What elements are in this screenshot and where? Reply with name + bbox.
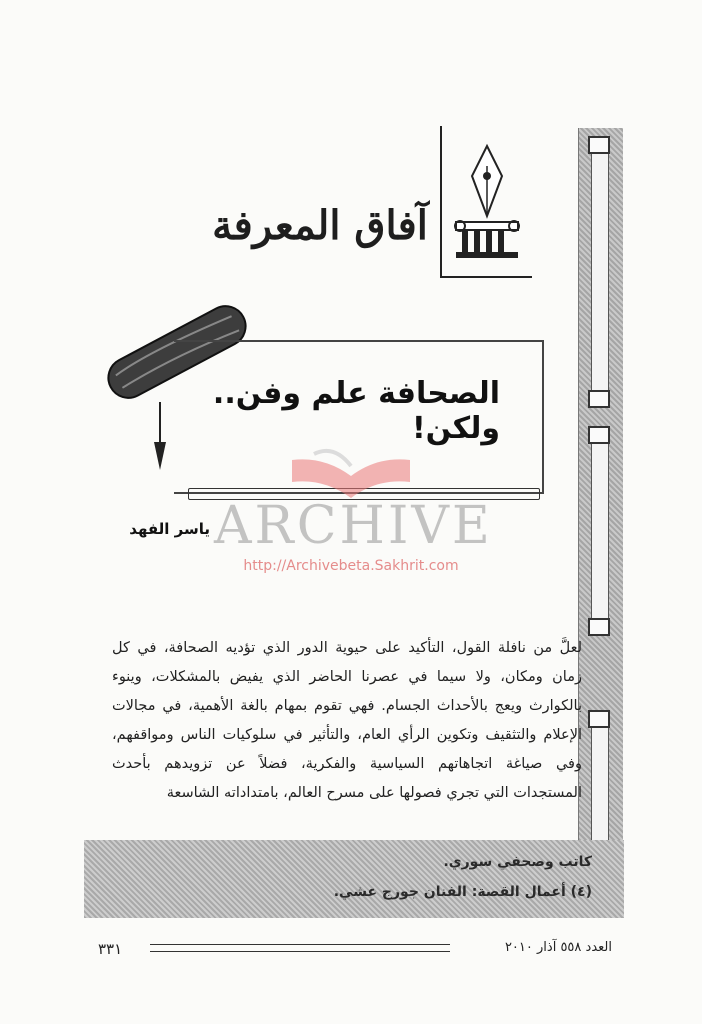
- page-number: ٣٣١: [98, 940, 123, 958]
- watermark-url: http://Archivebeta.Sakhrit.com: [243, 558, 459, 574]
- pen-column-icon: [442, 126, 532, 276]
- side-panel-middle: [591, 434, 609, 626]
- masthead-title: آفاق المعرفة: [212, 202, 428, 249]
- issue-info: العدد ٥٥٨ آذار ٢٠١٠: [504, 940, 612, 955]
- article-heading: الصحافة علم وفن.. ولكن!: [212, 376, 500, 446]
- watermark-title: ARCHIVE: [214, 496, 493, 556]
- decorative-side-border: [578, 128, 623, 914]
- magazine-emblem: [440, 126, 532, 278]
- article-paragraph: لعلَّ من نافلة القول، التأكيد على حيوية الدور الذي تؤديه الصحافة، في كل زمان ومكان، ولا سيما في عصرنا الحاضر الذي يفيض بالمشكلات، وينوء بالكوارث ويعج بالأحداث الجسام. فهي تقوم بمهام بالغة الأهمية، في مجالات الإعلام والتثقيف وتكوين الرأي العام، والتأثير في سلوكيات الناس ومواقفهم، وفي صياغة اتجاهاتهم السياسية والفكرية، فضلاً عن تزويدهم بأحدث المستجدات التي تجري فصولها على مسرح العالم، بامتداداته الشاسعة: [112, 640, 582, 801]
- footer-rule: [150, 944, 450, 952]
- side-knob: [588, 426, 610, 444]
- footnote-band: [84, 840, 624, 918]
- article-body: [112, 634, 582, 808]
- author-name: ياسر الفهد: [129, 520, 210, 538]
- side-knob: [588, 390, 610, 408]
- side-knob: [588, 136, 610, 154]
- side-knob: [588, 618, 610, 636]
- side-knob: [588, 710, 610, 728]
- side-panel-top: [591, 146, 609, 398]
- footnote-author-note: كاتب وصحفي سوري.: [443, 854, 592, 870]
- footnote-illustration-note: (٤) أعمال القصة: الفنان جورج عشي.: [333, 884, 592, 900]
